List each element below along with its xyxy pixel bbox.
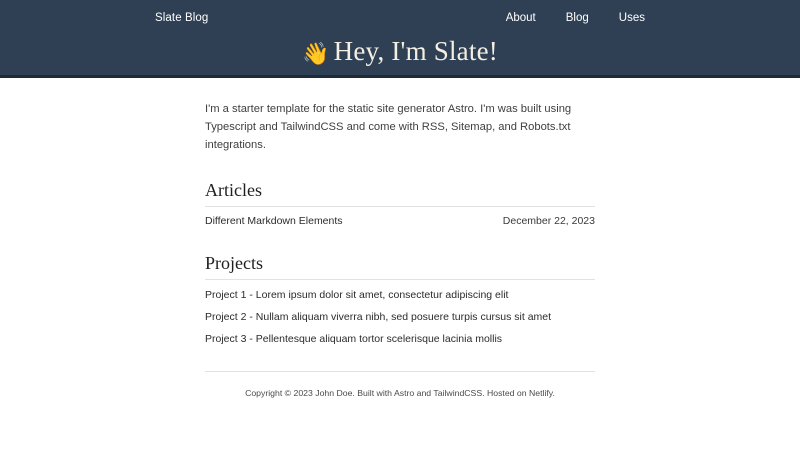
navigation-bar: [0, 0, 800, 24]
primary-nav: [506, 12, 645, 24]
project-list-item[interactable]: Project 3 - Pellentesque aliquam tortor scelerisque lacinia mollis: [205, 333, 503, 346]
article-title: Different Markdown Elements: [205, 215, 343, 228]
page-title: [0, 36, 800, 67]
page-title-text: Hey, I'm Slate!: [333, 36, 498, 66]
article-date: December 22, 2023: [502, 215, 595, 228]
projects-heading: Projects: [205, 253, 595, 280]
nav-link-blog[interactable]: Blog: [565, 12, 589, 24]
project-list-item[interactable]: Project 1 - Lorem ipsum dolor sit amet, consectetur adipiscing elit: [205, 289, 509, 302]
articles-heading: Articles: [205, 180, 595, 207]
main-content: [0, 100, 800, 401]
articles-section: [205, 180, 595, 227]
site-brand-link[interactable]: Slate Blog: [155, 12, 209, 24]
nav-link-about[interactable]: About: [505, 12, 536, 24]
waving-hand-icon: 👋: [302, 42, 330, 67]
footer-copyright: Copyright © 2023 John Doe. Built with Astro and TailwindCSS. Hosted on Netlify.: [245, 388, 555, 399]
article-list-item[interactable]: [205, 207, 595, 227]
site-header: [0, 0, 800, 78]
site-footer: [205, 371, 595, 401]
nav-link-uses[interactable]: Uses: [618, 12, 645, 24]
project-list-item[interactable]: Project 2 - Nullam aliquam viverra nibh, sed posuere turpis cursus sit amet: [205, 311, 552, 324]
intro-paragraph: I'm a starter template for the static site generator Astro. I'm was built using Typescript and TailwindCSS and come with RSS, Sitemap, and Robots.txt integrations.: [205, 103, 572, 152]
projects-section: [205, 253, 595, 345]
